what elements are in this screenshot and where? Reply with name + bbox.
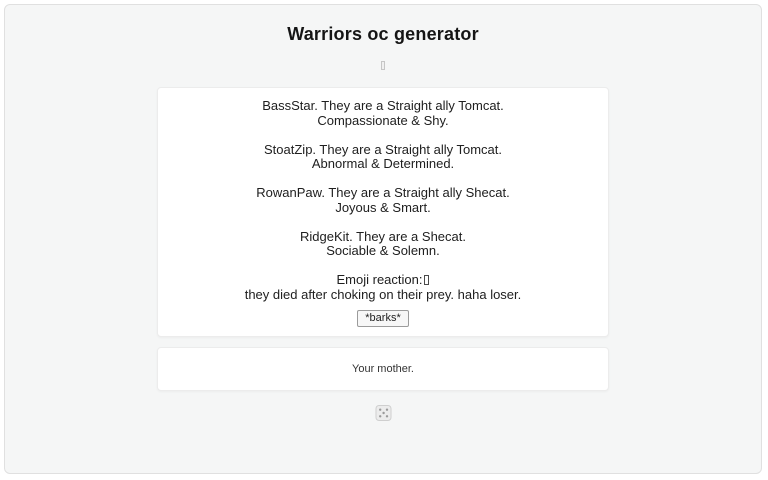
missing-emoji-icon xyxy=(424,275,429,285)
cat-entry xyxy=(168,230,598,259)
cat-description: RidgeKit. They are a Shecat. xyxy=(300,228,466,244)
footer-icon-row xyxy=(5,405,761,421)
page-title: Warriors oc generator xyxy=(287,24,479,44)
footer-card-text: Your mother. xyxy=(352,363,414,375)
cat-traits: Abnormal & Determined. xyxy=(311,156,455,171)
barks-button[interactable]: *barks* xyxy=(357,310,408,327)
emoji-reaction-text: they died after choking on their prey. haha loser. xyxy=(244,286,522,302)
page-frame xyxy=(4,4,762,474)
cat-traits: Sociable & Solemn. xyxy=(326,243,440,258)
cat-description: RowanPaw. They are a Straight ally Shecat. xyxy=(256,185,510,200)
emoji-reaction-entry xyxy=(168,273,598,302)
cat-traits: Compassionate & Shy. xyxy=(317,112,449,128)
header-glyph-row xyxy=(5,60,761,70)
emoji-reaction-line xyxy=(168,273,598,288)
footer-card xyxy=(157,347,609,391)
cat-traits: Joyous & Smart. xyxy=(335,199,431,215)
cat-description: BassStar. They are a Straight ally Tomcat. xyxy=(262,98,504,113)
missing-glyph-icon xyxy=(381,61,385,70)
cat-entry xyxy=(168,143,598,172)
cat-entry xyxy=(168,186,598,215)
dice-icon xyxy=(375,405,392,421)
cat-description: StoatZip. They are a Straight ally Tomcat. xyxy=(264,141,502,157)
emoji-reaction-label: Emoji reaction: xyxy=(336,272,423,287)
results-card xyxy=(157,87,609,337)
cat-entry xyxy=(168,99,598,128)
